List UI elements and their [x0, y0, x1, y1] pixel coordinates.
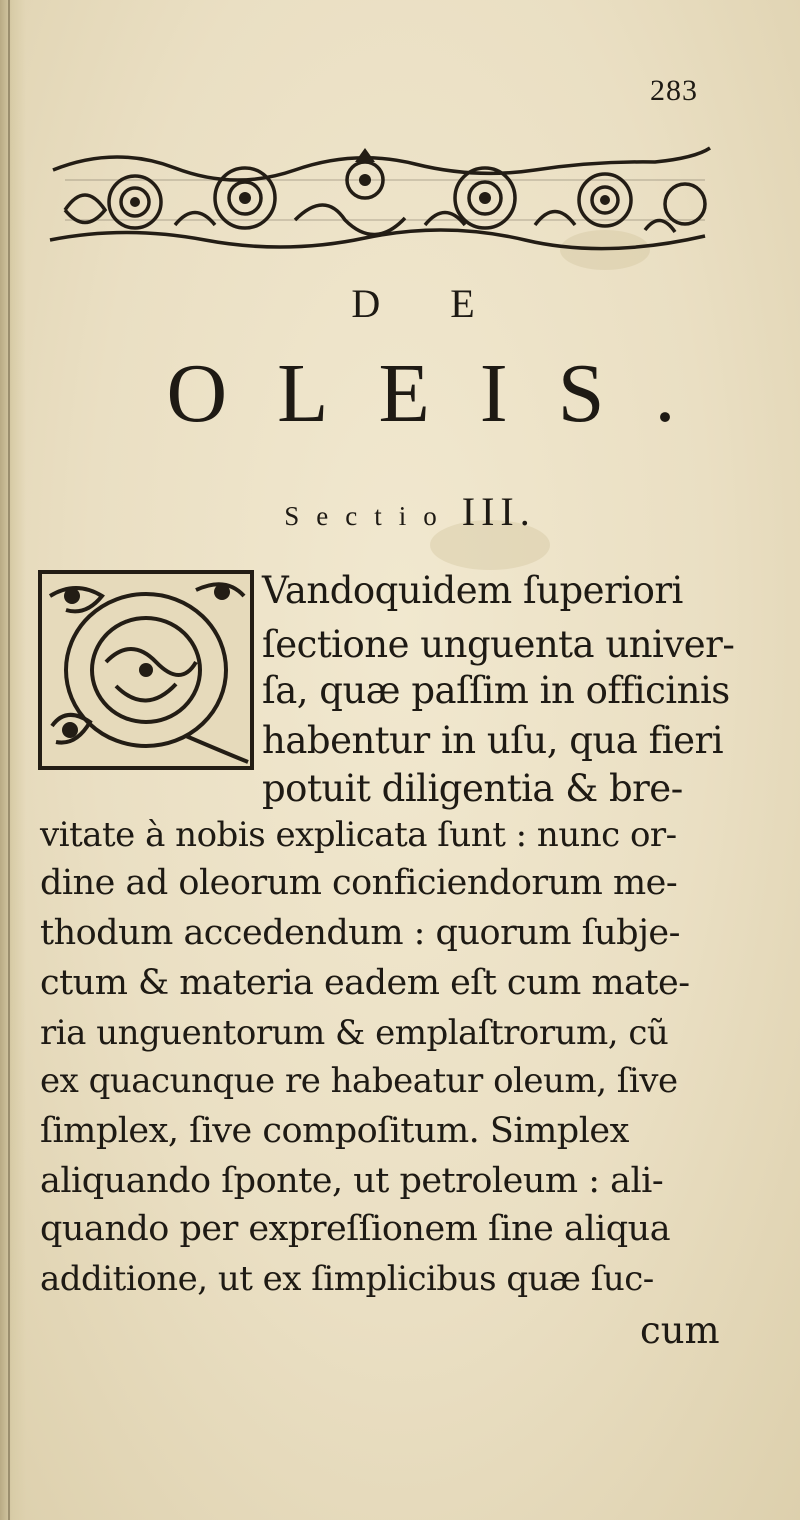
text-line: Vandoquidem ſuperiori [262, 569, 683, 612]
text-line: ria unguentorum & emplaſtrorum, cũ [40, 1013, 669, 1053]
section-number: III. [461, 489, 536, 534]
text-line: thodum accedendum : quorum ſubje- [40, 913, 680, 953]
heading-de: D E [351, 281, 505, 326]
floral-headpiece-ornament [45, 140, 715, 252]
page-gutter-shadow [0, 0, 26, 1520]
text-line: habentur in uſu, qua fieri [262, 719, 724, 762]
page-number: 283 [650, 74, 698, 107]
text-line: ſa, quæ paſſim in officinis [262, 669, 730, 712]
text-line: quando per expreſſionem ſine aliqua [40, 1209, 671, 1249]
text-line: ex quacunque re habeatur oleum, ſive [40, 1061, 678, 1101]
gutter-line [8, 0, 10, 1520]
text-line: ſimplex, ſive compoſitum. Simplex [40, 1111, 629, 1151]
text-line: ſectione unguenta univer- [262, 623, 735, 666]
catchword: cum [640, 1309, 720, 1352]
text-line: additione, ut ex ſimplicibus quæ ſuc- [40, 1259, 654, 1299]
text-line: vitate à nobis explicata ſunt : nunc or- [40, 815, 677, 855]
section-heading [0, 488, 800, 535]
text-line: aliquando ſponte, ut petroleum : ali- [40, 1161, 664, 1201]
text-line: potuit diligentia & bre- [262, 767, 683, 810]
section-label: Sectio [284, 501, 454, 531]
page-title: OLEIS. [166, 347, 726, 440]
text-line: dine ad oleorum conficiendorum me- [40, 863, 678, 903]
text-line: ctum & materia eadem eſt cum mate- [40, 963, 690, 1003]
decorated-initial-q [36, 566, 258, 774]
